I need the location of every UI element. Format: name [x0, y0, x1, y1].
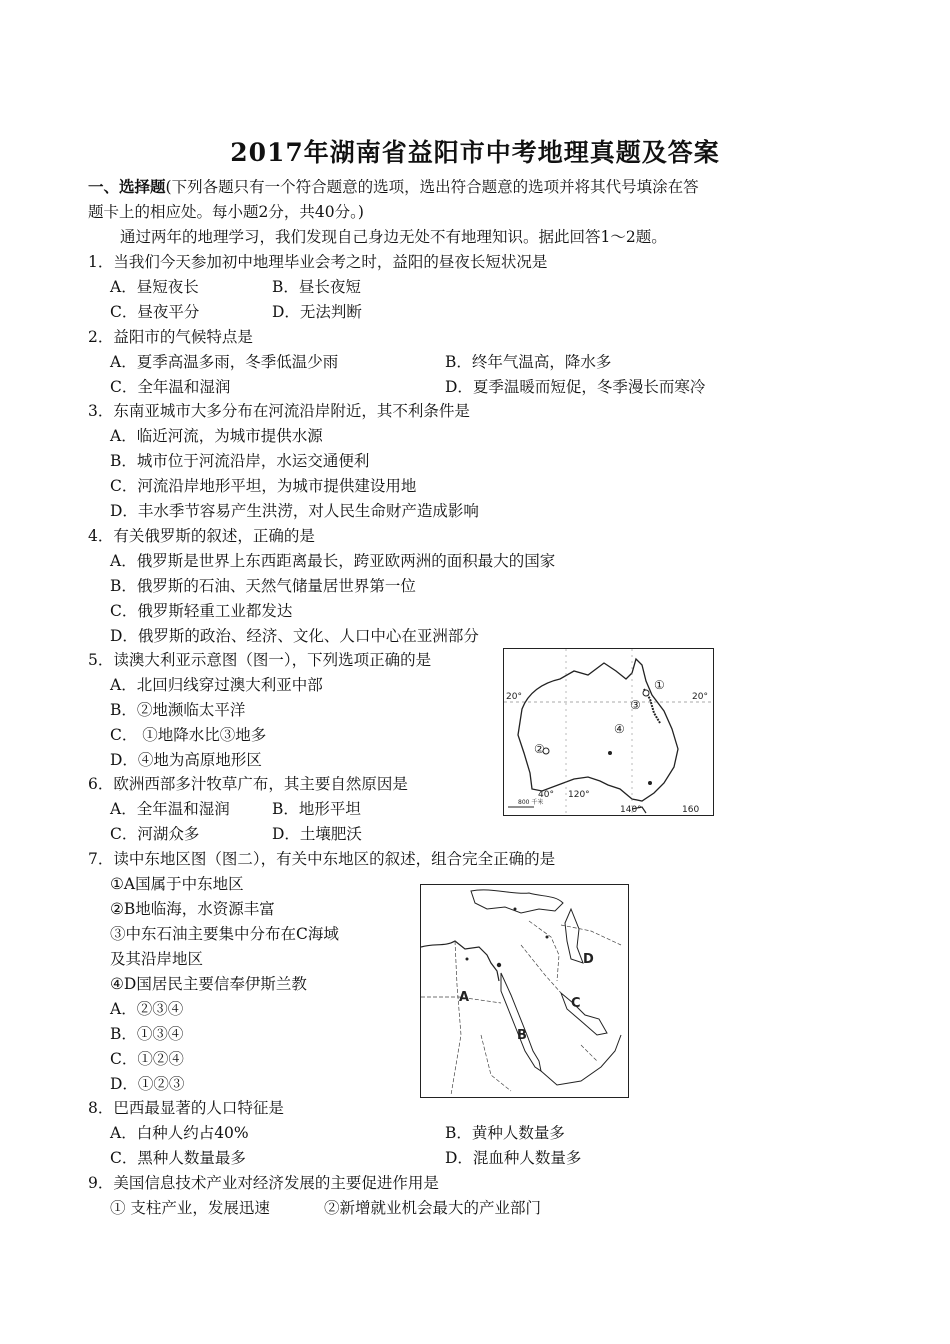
question-7-stem: 7．读中东地区图（图二），有关中东地区的叙述，组合完全正确的是 — [88, 850, 556, 868]
question-7-option-a: A．②③④ — [110, 1000, 184, 1018]
question-7-statement-2: ②B地临海，水资源丰富 — [110, 900, 275, 918]
city-dot-4 — [514, 908, 517, 911]
question-8-stem: 8．巴西最显著的人口特征是 — [88, 1099, 284, 1117]
marker-3: ③ — [630, 698, 641, 712]
question-4-option-a: A．俄罗斯是世界上东西距离最长，跨亚欧两洲的面积最大的国家 — [110, 552, 556, 570]
caspian-sea — [565, 909, 583, 963]
question-5-option-d: D．④地为高原地形区 — [110, 751, 262, 769]
question-5-option-a: A．北回归线穿过澳大利亚中部 — [110, 676, 323, 694]
border-line-3 — [529, 921, 559, 981]
marker-2: ② — [534, 742, 545, 756]
question-2-option-c: C．全年温和湿润 — [110, 378, 231, 396]
question-8-option-d: D．混血种人数量多 — [445, 1149, 582, 1167]
question-5-stem: 5．读澳大利亚示意图（图一），下列选项正确的是 — [88, 651, 432, 669]
question-1-option-a: A．昼短夜长 — [110, 278, 199, 296]
question-7-statement-1: ①A国属于中东地区 — [110, 875, 244, 893]
question-4-option-b: B．俄罗斯的石油、天然气储量居世界第一位 — [110, 577, 416, 595]
marker-1: ① — [654, 678, 665, 692]
question-5-option-c: C． ①地降水比③地多 — [110, 726, 267, 744]
map-label-b: B — [517, 1028, 527, 1043]
question-2-stem: 2．益阳市的气候特点是 — [88, 328, 253, 346]
question-1-option-b: B．昼长夜短 — [272, 278, 361, 296]
question-2-option-a: A．夏季高温多雨，冬季低温少雨 — [110, 353, 339, 371]
question-8-option-c: C．黑种人数量最多 — [110, 1149, 246, 1167]
question-9-statement-1: ① 支柱产业，发展迅速 — [110, 1199, 270, 1217]
section-instructions-1: (下列各题只有一个符合题意的选项，选出符合题意的选项并将其代号填涂在答 — [165, 178, 699, 196]
question-7-option-b: B．①③④ — [110, 1025, 184, 1043]
map-label-a: A — [459, 990, 470, 1005]
question-1-option-c: C．昼夜平分 — [110, 303, 200, 321]
question-8-option-b: B．黄种人数量多 — [445, 1124, 565, 1142]
section-intro: 通过两年的地理学习，我们发现自己身边无处不有地理知识。据此回答1～2题。 — [120, 228, 667, 246]
section-header — [88, 176, 699, 198]
lon-label-160: 160 — [682, 805, 700, 815]
question-2-option-d: D．夏季温暖而短促，冬季漫长而寒冷 — [445, 378, 706, 396]
persian-gulf — [561, 993, 607, 1035]
lon-label-140: 140° — [620, 805, 642, 815]
question-7-statement-4: ④D国居民主要信奉伊斯兰教 — [110, 975, 307, 993]
border-line-5 — [521, 945, 561, 993]
question-4-option-d: D．俄罗斯的政治、经济、文化、人口中心在亚洲部分 — [110, 627, 479, 645]
question-8-option-a: A．白种人约占40% — [110, 1124, 249, 1142]
border-line-1 — [451, 941, 461, 1095]
question-5-option-b: B．②地濒临太平洋 — [110, 701, 246, 719]
city-dot — [608, 751, 612, 755]
red-sea — [501, 973, 541, 1071]
question-3-stem: 3．东南亚城市大多分布在河流沿岸附近，其不利条件是 — [88, 402, 470, 420]
arabian-coast — [541, 1035, 621, 1085]
question-6-option-c: C．河湖众多 — [110, 825, 200, 843]
question-3-option-b: B．城市位于河流沿岸，水运交通便利 — [110, 452, 370, 470]
question-6-option-a: A．全年温和湿润 — [110, 800, 230, 818]
question-6-stem: 6．欧洲西部多汁牧草广布，其主要自然原因是 — [88, 775, 408, 793]
map-scale: 800 千米 — [518, 799, 544, 806]
question-7-statement-3: ③中东石油主要集中分布在C海域 — [110, 925, 339, 943]
lat-label-left: 20° — [506, 692, 522, 702]
page-title: 2017年湖南省益阳市中考地理真题及答案 — [230, 138, 720, 167]
question-6-option-d: D．土壤肥沃 — [272, 825, 362, 843]
city-dot-2 — [648, 781, 652, 785]
lat-label-bottom: 40° — [538, 790, 554, 800]
australia-map — [503, 648, 714, 816]
question-7-option-d: D．①②③ — [110, 1075, 185, 1093]
question-1-stem: 1．当我们今天参加初中地理毕业会考之时，益阳的昼夜长短状况是 — [88, 253, 548, 271]
border-line-6 — [481, 1035, 511, 1091]
marker-1-dot — [643, 690, 649, 696]
question-2-option-b: B．终年气温高，降水多 — [445, 353, 612, 371]
question-3-option-d: D．丰水季节容易产生洪涝，对人民生命财产造成影响 — [110, 502, 479, 520]
section-heading: 一、选择题 — [88, 177, 166, 196]
city-dot — [497, 963, 501, 967]
marker-4: ④ — [614, 722, 625, 736]
black-sea — [471, 890, 563, 913]
section-instructions-2: 题卡上的相应处。每小题2分，共40分。) — [88, 203, 364, 221]
question-7-option-c: C．①②④ — [110, 1050, 184, 1068]
mediterranean-coast — [421, 941, 499, 981]
question-9-statement-2: ②新增就业机会最大的产业部门 — [324, 1199, 542, 1217]
city-dot-3 — [546, 936, 549, 939]
question-3-option-c: C．河流沿岸地形平坦，为城市提供建设用地 — [110, 477, 417, 495]
question-3-option-a: A．临近河流，为城市提供水源 — [110, 427, 323, 445]
map-label-d: D — [583, 952, 594, 967]
question-9-stem: 9．美国信息技术产业对经济发展的主要促进作用是 — [88, 1174, 439, 1192]
city-dot-2 — [466, 958, 469, 961]
middle-east-map — [420, 884, 629, 1098]
border-line-7 — [581, 1045, 597, 1061]
map-label-c: C — [571, 996, 581, 1011]
question-6-option-b: B．地形平坦 — [272, 800, 361, 818]
question-7-statement-3-cont: 及其沿岸地区 — [110, 950, 204, 968]
lon-label-120: 120° — [568, 790, 590, 800]
lat-label-right: 20° — [692, 692, 708, 702]
question-4-option-c: C．俄罗斯轻重工业都发达 — [110, 602, 293, 620]
question-1-option-d: D．无法判断 — [272, 303, 362, 321]
question-4-stem: 4．有关俄罗斯的叙述，正确的是 — [88, 527, 315, 545]
